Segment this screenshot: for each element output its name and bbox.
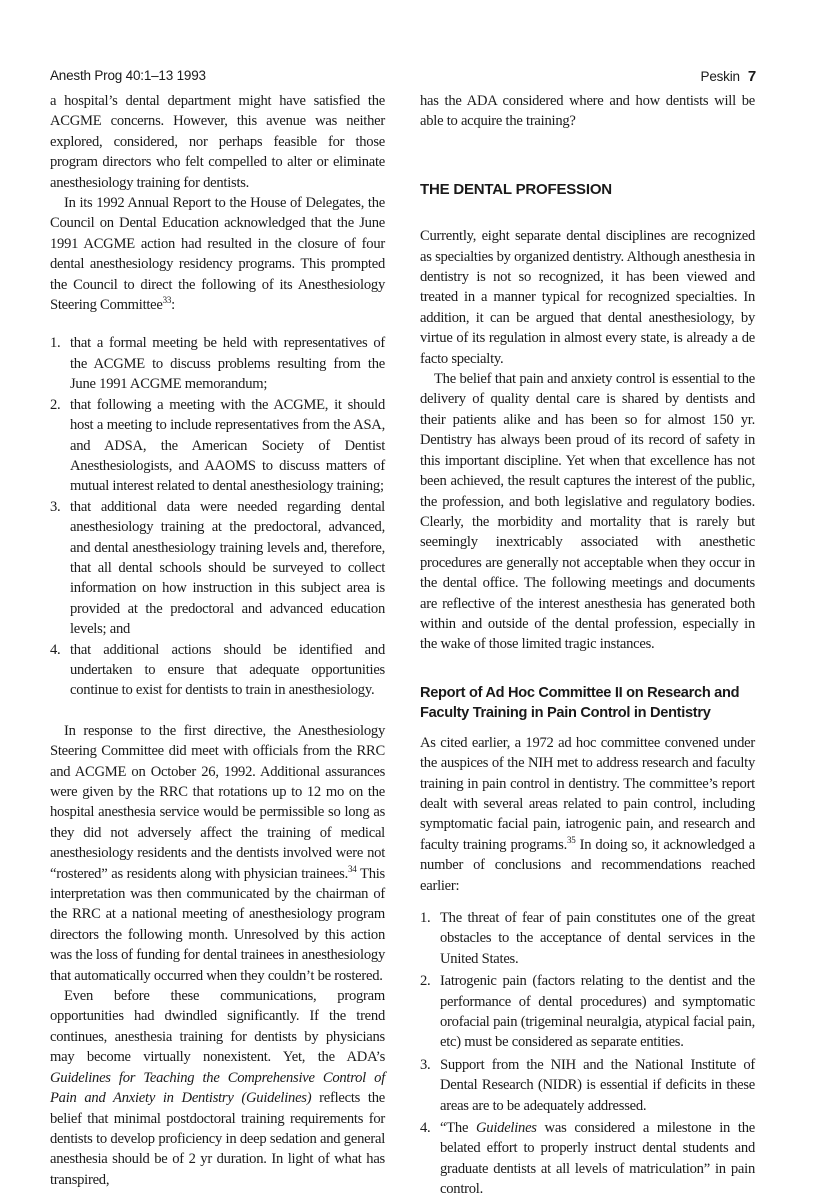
page-number: 7 (747, 68, 756, 85)
list-number: 2. (50, 396, 61, 413)
paragraph-text: In its 1992 Annual Report to the House of Delegates, the Council on Dental Education acknowledged that the June 1991 ACGME action had resulted in the closure of four dental anesthesiology residency programs. This prompted the Council to direct the following of its Anesthesiology Steering Committee (50, 195, 385, 314)
list-item (420, 1118, 755, 1200)
paragraph-text: In response to the first directive, the Anesthesiology Steering Committee did meet with officials from the RRC and ACGME on October 26, 1992. Additional assurances were given by the RRC that rotations up to 12 mo on the hospital anesthesia service would be permissible so long as they did not adversely affect the training of medical anesthesiology residents and the dentists involved were not “rostered” as residents along with physician trainees. (50, 722, 385, 882)
list-number: 1. (50, 335, 61, 352)
list-text: Support from the NIH and the National Institute of Dental Research (NIDR) is essential if deficits in these areas are to be adequately addressed. (440, 1056, 755, 1114)
paragraph-text: Even before these communications, program opportunities had dwindled significantly. If the trend continues, anesthesia training for dentists by physicians may become virtually nonexistent. Yet, the ADA’s (50, 988, 385, 1066)
list-text: The threat of fear of pain constitutes one of the great obstacles to the acceptance of dental services in the United States. (440, 910, 755, 967)
citation-ref: 35 (566, 834, 576, 845)
citation-ref: 34 (348, 863, 357, 874)
list-item (420, 908, 755, 969)
list-item (50, 640, 385, 701)
list-number: 3. (50, 498, 61, 515)
paragraph: has the ADA considered where and how dentists will be able to acquire the training? (420, 93, 755, 130)
paragraph: Currently, eight separate dental disciplines are recognized as specialties by organized dentistry. Although anesthesia in dentistry is not so recognized, it has been viewed and treated in a manner typical for recognized specialties. In addition, it can be argued that dental anesthesiology, by virtue of its regulation in almost every state, is already a de facto specialty. (420, 228, 755, 367)
list-text: “The (440, 1120, 476, 1137)
list-number: 3. (420, 1056, 431, 1073)
paragraph-text: This interpretation was then communicated by the chairman of the RRC at a national meeting of anesthesiology program directors the following month. Unresolved by this action was the loss of funding for dental trainees in anesthesiology that automatically occurred when they couldn’t be rostered. (50, 865, 385, 984)
guidelines-title: Guidelines for Teaching the Comprehensive Control of Pain and Anxiety in Dentistry (Guidelines) (50, 1069, 385, 1107)
paragraph-text: As cited earlier, a 1972 ad hoc committee convened under the auspices of the NIH met to address research and faculty training in pain control in dentistry. The committee’s report dealt with several areas related to pain control, including symptomatic facial pain, iatrogenic pain, and research and faculty training programs. (420, 734, 755, 853)
list-text: that a formal meeting be held with representatives of the ACGME to discuss problems resulting from the June 1991 ACGME memorandum; (70, 335, 385, 393)
list-number: 4. (50, 641, 61, 658)
list-text: that additional actions should be identified and undertaken to ensure that adequate opportunities continue to exist for dentists to train in anesthesiology. (70, 641, 385, 699)
list-text: that following a meeting with the ACGME, it should host a meeting to include representatives from the ASA, and ADSA, the American Society of Dentist Anesthesiologists, and AAOMS to discuss matters of mutual interest related to dental anesthesiology training; (70, 396, 385, 495)
guidelines-title: Guidelines (476, 1120, 537, 1137)
list-text: was considered a milestone in the belated effort to properly instruct dental students and graduate dentists at all levels of matriculation” in pain control. (440, 1120, 755, 1198)
subsection-heading: Report of Ad Hoc Committee II on Research and Faculty Training in Pain Control in Dentistry (420, 684, 740, 721)
paragraph (50, 721, 385, 986)
running-header-author: Peskin (700, 69, 740, 84)
paragraph (420, 733, 755, 896)
list-item (50, 497, 385, 640)
list-item (50, 395, 385, 497)
paragraph: a hospital’s dental department might have satisfied the ACGME concerns. However, this avenue was neither explored, considered, nor perhaps feasible for those program directors who felt compelled to alter or eliminate anesthesiology training for dentists. (50, 93, 385, 191)
right-column (420, 91, 755, 1200)
list-number: 1. (420, 910, 431, 926)
running-header-journal: Anesth Prog 40:1–13 1993 (50, 68, 206, 83)
paragraph (50, 986, 385, 1190)
citation-ref: 33 (162, 295, 172, 306)
paragraph-text: reflects the belief that minimal postdoctoral training requirements for dentists to develop proficiency in deep sedation and general anesthesia should be of 2 yr duration. In light of what has transpired, (50, 1090, 385, 1188)
left-numbered-list (50, 333, 385, 700)
list-item (50, 333, 385, 394)
paragraph: The belief that pain and anxiety control is essential to the delivery of quality dental care is shared by dentists and their patients alike and has been so for almost 150 yr. Dentistry has always been proud of its record of safety in this important discipline. Yet when that excellence has not been achieved, the result captures the interest of the public, the profession, and both legislative and regulatory bodies. Clearly, the morbidity and mortality that is rarely but seemingly inextricably associated with anesthetic procedures are generally not acceptable when they occur in the dental office. The following meetings and documents are reflective of the interest anesthesia has generated both within and outside of the dental profession, especially in the wake of those limited tragic instances. (420, 371, 755, 653)
list-item (420, 1055, 755, 1116)
list-text: that additional data were needed regarding dental anesthesiology training at the predoctoral, advanced, and dental anesthesiology training levels and, therefore, that all dental schools should be surveyed to collect information on how instruction in this subject area is provided at the predoctoral and advanced education levels; and (70, 498, 385, 638)
list-text: Iatrogenic pain (factors relating to the dentist and the performance of dental procedures) and symptomatic orofacial pain (trigeminal neuralgia, atypical facial pain, etc) must be considered as separate entities. (440, 973, 755, 1051)
left-column (50, 91, 385, 1190)
list-item (420, 971, 755, 1053)
list-number: 4. (420, 1120, 431, 1137)
right-numbered-list (420, 908, 755, 1200)
paragraph (50, 193, 385, 315)
list-number: 2. (420, 973, 431, 990)
section-heading: THE DENTAL PROFESSION (420, 180, 612, 198)
paragraph-text: In doing so, it acknowledged a number of conclusions and recommendations reached earlier: (420, 836, 755, 894)
paragraph-text: : (171, 297, 175, 314)
running-header-right (701, 68, 756, 85)
